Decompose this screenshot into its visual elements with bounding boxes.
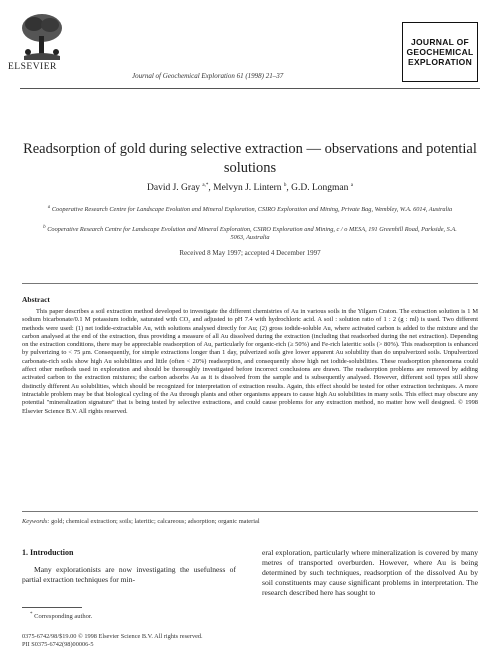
received-dates: Received 8 May 1997; accepted 4 December 1997 xyxy=(179,249,321,257)
affiliation-mark: a xyxy=(47,205,51,210)
journal-box-line-2: GEOCHEMICAL xyxy=(406,47,474,57)
keywords-label: Keywords: xyxy=(22,518,50,525)
affiliation-mark: b xyxy=(43,225,46,230)
journal-logo-box xyxy=(402,22,478,82)
section-heading: 1. Introduction xyxy=(22,548,74,557)
keywords-line xyxy=(22,518,478,525)
affiliation-b xyxy=(40,224,460,242)
article-title: Readsorption of gold during selective extraction — observations and potential solutions xyxy=(23,141,477,176)
pii-line: PII S0375-6742(98)00006-5 xyxy=(22,641,94,648)
footnote-text: Corresponding author. xyxy=(34,613,93,621)
affiliation-text: Cooperative Research Centre for Landscape Evolution and Mineral Exploration, CSIRO Exploration and Mining, Private Bag, Wembley, W.A. 6014, Australia xyxy=(51,206,453,214)
journal-citation: Journal of Geochemical Exploration 61 (1998) 21–37 xyxy=(132,72,284,80)
footnote-divider xyxy=(22,607,82,608)
elsevier-tree-logo-icon xyxy=(18,12,66,62)
body-left-column xyxy=(22,548,236,585)
abstract-heading: Abstract xyxy=(22,295,50,304)
footnote-mark: * xyxy=(30,612,33,617)
abstract-text: This paper describes a soil extraction method developed to investigate the different chemistries of Au in various soils in the Yilgarn Craton. The extraction solution is 1 M sodium bicarbonate/0.1 M potassium iodide, saturated with CO₂ and adjusted to pH 7.4 with hydrochloric acid. A soil : solution ratio of 1 : 2 (g : ml) is used. Two different methods were used: (1) net iodide-extractable Au, with solutions analysed directly for Au; (2) gross iodide-soluble Au, where activated carbon is added to the mixture and the carbon analysed at the end of the extraction, thus providing a measure of all Au dissolved during the extraction (including that readsorbed during the net extraction). Depending on the extraction conditions, there may be appreciable readsorption of Au, particularly for organic-rich (≥ 50%) and Fe-rich lateritic soils (> 80%). This readsorption is enhanced by pulverizing to < 75 μm. Consequently, for simple extractions longer than 1 day, pulverized soils give lower apparent Au solubility than do unpulverized soils. Unpulverized carbonate-rich soils show high Au solubilities and little (often < 20%) readsorption, and consequently show high net iodide-solubilities. These readsorption phenomena could affect other methods used in exploration and should be thoroughly investigated before incorrect conclusions are drawn. The readsorption problems are removed by adding activated carbon to the extraction mixtures; the carbon adsorbs Au as it is dissolved from the sample and is subsequently analysed. However, different soil types still show distinctly different Au solubilities, which should be recognized for interpretation of extraction results. Again, this effect should be tested for other extraction techniques. A more intractable problem may be that biological cycling of the Au through plants and other organisms appears to cause high Au solubilities in many soils. This effect may obscure any potential "mineralization signature" that is being tested by selective extractions, and could cause problems for any extraction method, no matter how well designed. © 1998 Elsevier Science B.V. All rights reserved. xyxy=(22,308,478,415)
page-header xyxy=(14,12,488,74)
publisher-name: ELSEVIER xyxy=(8,62,57,72)
affiliation-a xyxy=(40,204,460,214)
author-affiliation-mark: a xyxy=(350,183,353,188)
intro-paragraph-right: eral exploration, particularly where mineralization is covered by many metres of transported overburden. However, where Au is being determined by such techniques, readsorption of the dissolved Au by soil constituents may cause significant problems in interpretation. The research described here has sought to xyxy=(262,548,478,597)
affiliation-text: Cooperative Research Centre for Landscape Evolution and Mineral Exploration, CSIRO Exploration and Mining, c / o MESA, 191 Greenhill Road, Parkside, S.A. 5063, Australia xyxy=(47,226,457,242)
body-right-column xyxy=(262,548,478,598)
copyright-block xyxy=(22,633,203,649)
issn-line: 0375-6742/98/$19.00 © 1998 Elsevier Science B.V. All rights reserved. xyxy=(22,633,203,640)
author-name: G.D. Longman xyxy=(291,183,349,194)
keywords-text: gold; chemical extraction; soils; lateritic; calcareous; adsorption; organic material xyxy=(51,518,260,525)
author-name: David J. Gray xyxy=(147,183,201,194)
author-list: David J. Gray $^{a,*}$, Melvyn J. Lintern $^b$, G.D. Longman $^a$ xyxy=(147,183,353,194)
author-affiliation-mark: b xyxy=(283,183,287,188)
author-affiliation-mark: a,* xyxy=(202,183,209,188)
footnote xyxy=(30,612,92,620)
journal-box-line-3: EXPLORATION xyxy=(407,57,473,67)
header-divider xyxy=(20,88,480,89)
keywords-divider xyxy=(22,511,478,512)
abstract-top-divider xyxy=(22,283,478,284)
author-name: Melvyn J. Lintern xyxy=(213,183,282,194)
journal-box-line-1: JOURNAL OF xyxy=(410,37,470,47)
intro-paragraph-left: Many explorationists are now investigating the usefulness of partial extraction techniques for min- xyxy=(22,565,236,584)
